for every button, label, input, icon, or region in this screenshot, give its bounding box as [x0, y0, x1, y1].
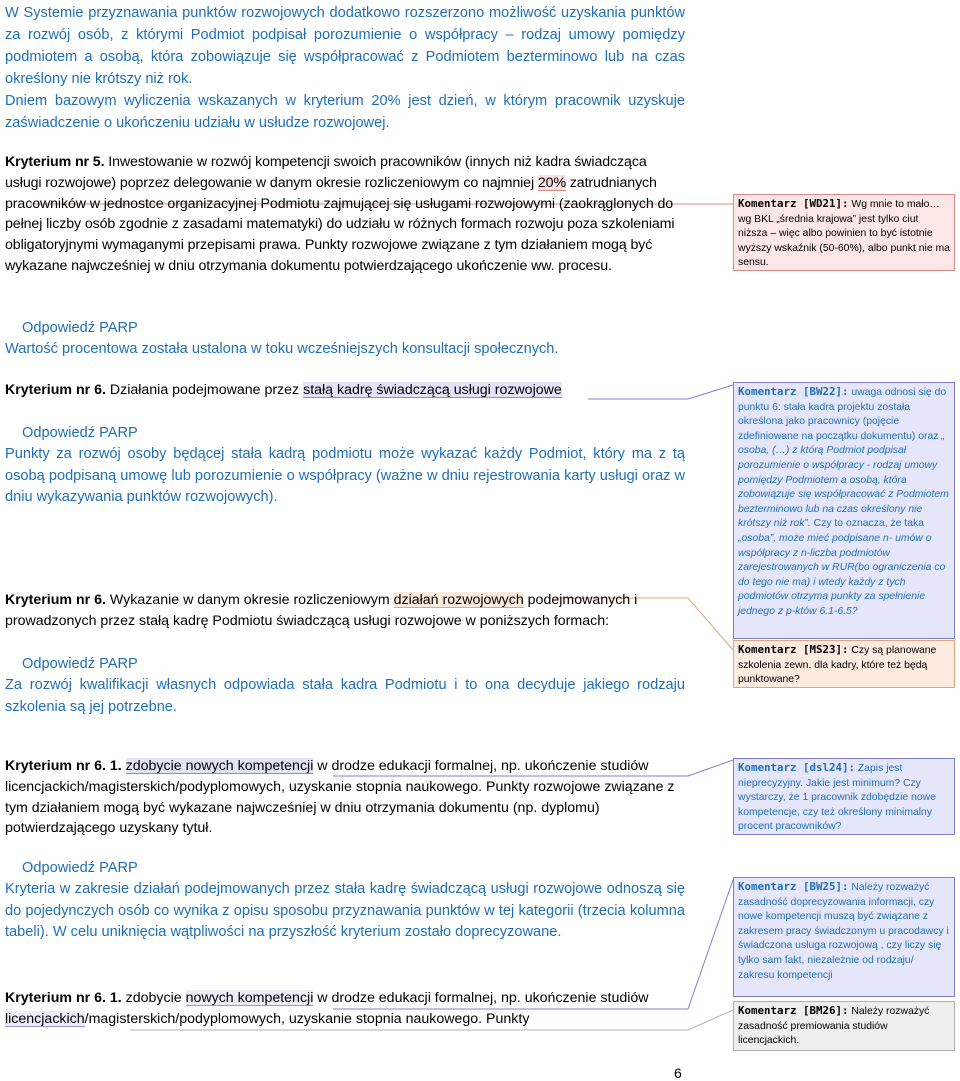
highlight-20-percent[interactable]: 20% — [537, 174, 566, 191]
comment-wd21[interactable] — [733, 194, 955, 271]
highlight-stala-kadra[interactable]: stałą kadrę świadczącą usługi rozwojowe — [303, 382, 562, 398]
comment-text: Należy rozważyć zasadność premiowania studiów licencjackich. — [738, 1006, 930, 1047]
parp-response-text: Punkty za rozwój osoby będącej stała kadrą podmiotu może wykazać każdy Podmiot, który ma z tą osobą podpisaną umowę lub porozumienie o współpracy (ważne w dniu rejestrowania karty usługi oraz w dniu wykazywania punktów rozwojowych). — [5, 446, 685, 506]
criterion-6-forms — [5, 590, 685, 632]
criterion-6-1 — [5, 756, 685, 839]
criterion-6-1-repeat — [5, 988, 685, 1030]
parp-response-label: Odpowiedź PARP — [22, 860, 138, 876]
comment-ms23[interactable] — [733, 640, 955, 688]
comment-bm26[interactable] — [733, 1001, 955, 1051]
criterion-text: /magisterskich/podyplomowych, uzyskanie stopnia naukowego. Punkty — [84, 1010, 530, 1027]
criterion-text: Inwestowanie w rozwój kompetencji swoich pracowników (innych niż kadra świadcząca usługi rozwojowe) poprzez delegowanie w danym okresie rozliczeniowym co najmniej — [5, 154, 647, 191]
comment-text: Należy rozważyć zasadność doprecyzowania informacji, czy nowe kompetencji muszą być związane z zakresem pracy świadczonym u pracodawcy i świadczona usługa rozwojową , czy liczy się tylko sam fakt, niezależnie od rodzaju/ zakresu kompetencji — [738, 882, 949, 981]
comment-author: Komentarz [BW25]: — [738, 880, 849, 893]
parp-response-label: Odpowiedź PARP — [22, 320, 138, 336]
criterion-text: Działania podejmowane przez — [105, 382, 304, 398]
comment-quote: „osoba”, może mieć podpisane n- umów o współpracy z n-liczba podmiotów zarejestrowanych w RUR(bo ograniczenia co do tego nie ma) i wtedy każdy z tych podmiotów otrzyma punkty za spełnienie jednego z p-któw 6.1-6.5? — [738, 532, 946, 617]
criterion-text: w drodze edukacji formalnej, np. ukończenie studiów — [313, 990, 649, 1006]
highlight-dzialan-rozwojowych[interactable]: działań rozwojowych — [393, 592, 524, 608]
criterion-label: Kryterium nr 6. 1. — [5, 990, 122, 1006]
comment-text: Czy to oznacza, że taka — [810, 518, 924, 530]
comment-text: Zapis jest nieprecyzyjny. Jakie jest minimum? Czy wystarczy, że 1 pracownik zdobędzie nowe kompetencje, czy też określony minimalny procent pracowników? — [738, 763, 936, 833]
comment-bw25[interactable] — [733, 877, 955, 997]
comment-text: uwaga odnosi się do punktu 6: stała kadra projektu została określona jako pracownicy (pojęcie zdefiniowane na początku dokumentu) oraz — [738, 387, 947, 442]
criterion-text: zdobycie — [121, 990, 186, 1006]
comment-author: Komentarz [WD21]: — [738, 197, 849, 210]
comment-author: Komentarz [MS23]: — [738, 643, 849, 656]
comment-text: Czy są planowane szkolenia zewn. dla kadry, które też będą punktowane? — [738, 645, 937, 686]
criterion-text: zatrudnianych pracowników w jednostce organizacyjnej Podmiotu zajmującej się usługami rozwojowymi (zaokrąglonych do pełnej liczby osób zgodnie z zasadami matematyki) do udziału w różnych formach rozwoju poza szkoleniami obligatoryjnymi wymaganymi przepisami prawa. Punkty rozwojowe związane z tym działaniem mogą być wykazane najwcześniej w dniu otrzymania dokumentu potwierdzającego ukończenie ww. procesu. — [5, 174, 675, 274]
comment-author: Komentarz [BW22]: — [738, 385, 849, 398]
criterion-label: Kryterium nr 6. 1. — [5, 758, 122, 774]
criterion-text: podejmowanych i prowadzonych przez stałą kadrę Podmiotu świadczącą usługi rozwojowe w poniższych formach: — [5, 592, 638, 629]
parp-response-label: Odpowiedź PARP — [22, 656, 138, 672]
comment-author: Komentarz [BM26]: — [738, 1004, 849, 1017]
parp-response-text: Kryteria w zakresie działań podejmowanych przez stała kadrę świadczącą usługi rozwojowe odnoszą się do pojedynczych osób co wynika z opisu sposobu przyznawania punktów w tej kategorii (trzecia kolumna tabeli). W celu uniknięcia wątpliwości na przyszłość kryterium zostało doprecyzowane. — [5, 881, 685, 941]
comment-text: Wg mnie to mało… wg BKL „średnia krajowa” jest tylko ciut niższa – więc albo powinien to być istotnie wyższy wskaźnik (50-60%), albo punkt nie ma sensu. — [738, 199, 950, 269]
criterion-label: Kryterium nr 5. — [5, 154, 105, 170]
intro-paragraph-2: Dniem bazowym wyliczenia wskazanych w kryterium 20% jest dzień, w którym pracownik uzyskuje zaświadczenie o ukończeniu udziału w usłudze rozwojowej. — [5, 93, 685, 131]
parp-response-text: Za rozwój kwalifikacji własnych odpowiada stała kadra Podmiotu i to ona decyduje jakiego rodzaju szkolenia są jej potrzebne. — [5, 677, 685, 715]
criterion-label: Kryterium nr 6. — [5, 382, 106, 398]
parp-response-text: Wartość procentowa została ustalona w toku wcześniejszych konsultacji społecznych. — [5, 341, 559, 357]
criterion-text: w drodze edukacji formalnej, np. ukończenie studiów licencjackich/magisterskich/podyplomowych, uzyskanie stopnia naukowego. Punkty rozwojowe związane z tym działaniem mogą być wykazane najwcześniej w dniu otrzymania dokumentu (np. dyplomu) potwierdzającego uzyskany tytuł. — [5, 758, 675, 837]
highlight-nowych-kompetencji-2[interactable]: nowych kompetencji — [185, 990, 314, 1006]
comment-bw22[interactable] — [733, 382, 955, 639]
comment-dsl24[interactable] — [733, 758, 955, 835]
criterion-6 — [5, 380, 685, 401]
criterion-text: Wykazanie w danym okresie rozliczeniowym — [105, 592, 394, 608]
intro-paragraph-1: W Systemie przyznawania punktów rozwojowych dodatkowo rozszerzono możliwość uzyskania punktów za rozwój osób, z którymi Podmiot podpisał porozumienie o współpracy – rodzaj umowy pomiędzy podmiotem a osobą, która zobowiązuje się współpracować z Podmiotem bezterminowo lub na czas określony nie krótszy niż rok. — [5, 5, 685, 87]
parp-response-label: Odpowiedź PARP — [22, 425, 138, 441]
highlight-licencjackich[interactable]: licencjackich — [5, 1010, 85, 1027]
page-number: 6 — [674, 1065, 682, 1081]
comment-author: Komentarz [dsl24]: — [738, 761, 856, 774]
comment-quote: „ osoba, (…) z którą Podmiot podpisał porozumienie o współpracy - rodzaj umowy pomiędzy Podmiotem a osobą, która zobowiązuje się współpracować z Podmiotem bezterminowo lub na czas określony nie krótszy niż rok”. — [738, 430, 949, 530]
criterion-5 — [5, 152, 685, 277]
highlight-nowych-kompetencji[interactable]: zdobycie nowych kompetencji — [125, 758, 314, 774]
criterion-label: Kryterium nr 6. — [5, 592, 106, 608]
